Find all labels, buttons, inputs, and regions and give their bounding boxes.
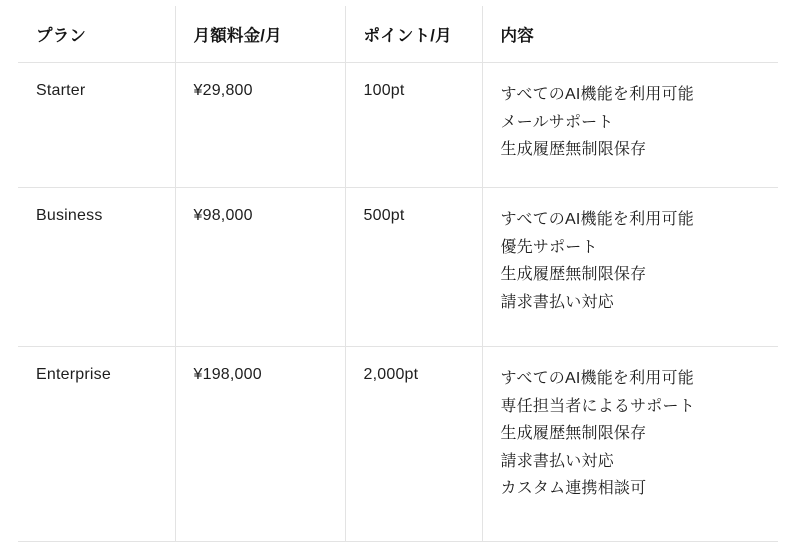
column-header-plan: プラン — [18, 6, 175, 63]
cell-plan-name — [18, 188, 175, 347]
table-body — [18, 63, 778, 542]
price-text: ¥198,000 — [193, 366, 262, 383]
list-item: 請求書払い対応 — [500, 452, 614, 470]
pricing-table — [18, 6, 778, 542]
plan-name-text: Starter — [36, 82, 86, 99]
feature-list — [501, 206, 779, 316]
pricing-table-page — [0, 6, 800, 503]
table-header-row — [18, 6, 778, 63]
list-item: 専任担当者によるサポート — [500, 397, 695, 415]
cell-features — [482, 188, 778, 347]
column-header-price: 月額料金/月 — [175, 6, 345, 63]
cell-plan-name — [18, 63, 175, 188]
cell-features — [482, 63, 778, 188]
plan-name-text: Enterprise — [36, 366, 111, 383]
price-text: ¥98,000 — [193, 207, 253, 224]
list-item: 生成履歴無制限保存 — [500, 141, 647, 159]
cell-price — [175, 188, 345, 347]
points-text: 100pt — [363, 82, 405, 99]
list-item: メールサポート — [500, 113, 614, 131]
feature-list — [501, 81, 779, 164]
list-item: すべてのAI機能を利用可能 — [500, 86, 694, 103]
cell-features — [482, 347, 778, 542]
list-item: 請求書払い対応 — [500, 293, 614, 311]
table-row — [18, 188, 778, 347]
plan-name-text: Business — [36, 207, 103, 224]
cell-price — [175, 63, 345, 188]
cell-price — [175, 347, 345, 542]
table-header — [18, 6, 778, 63]
list-item: 生成履歴無制限保存 — [500, 266, 647, 284]
points-text: 500pt — [363, 207, 405, 224]
price-text: ¥29,800 — [193, 82, 253, 99]
list-item: すべてのAI機能を利用可能 — [500, 211, 694, 228]
cell-plan-name — [18, 347, 175, 542]
feature-list — [501, 365, 779, 503]
list-item: 生成履歴無制限保存 — [500, 425, 647, 443]
list-item: すべてのAI機能を利用可能 — [500, 370, 694, 387]
cell-points — [345, 188, 482, 347]
table-row — [18, 63, 778, 188]
cell-points — [345, 63, 482, 188]
column-header-points: ポイント/月 — [345, 6, 482, 63]
points-text: 2,000pt — [363, 366, 419, 383]
list-item: カスタム連携相談可 — [500, 480, 647, 498]
column-header-contents: 内容 — [482, 6, 778, 63]
table-row — [18, 347, 778, 542]
cell-points — [345, 347, 482, 542]
list-item: 優先サポート — [500, 238, 598, 256]
